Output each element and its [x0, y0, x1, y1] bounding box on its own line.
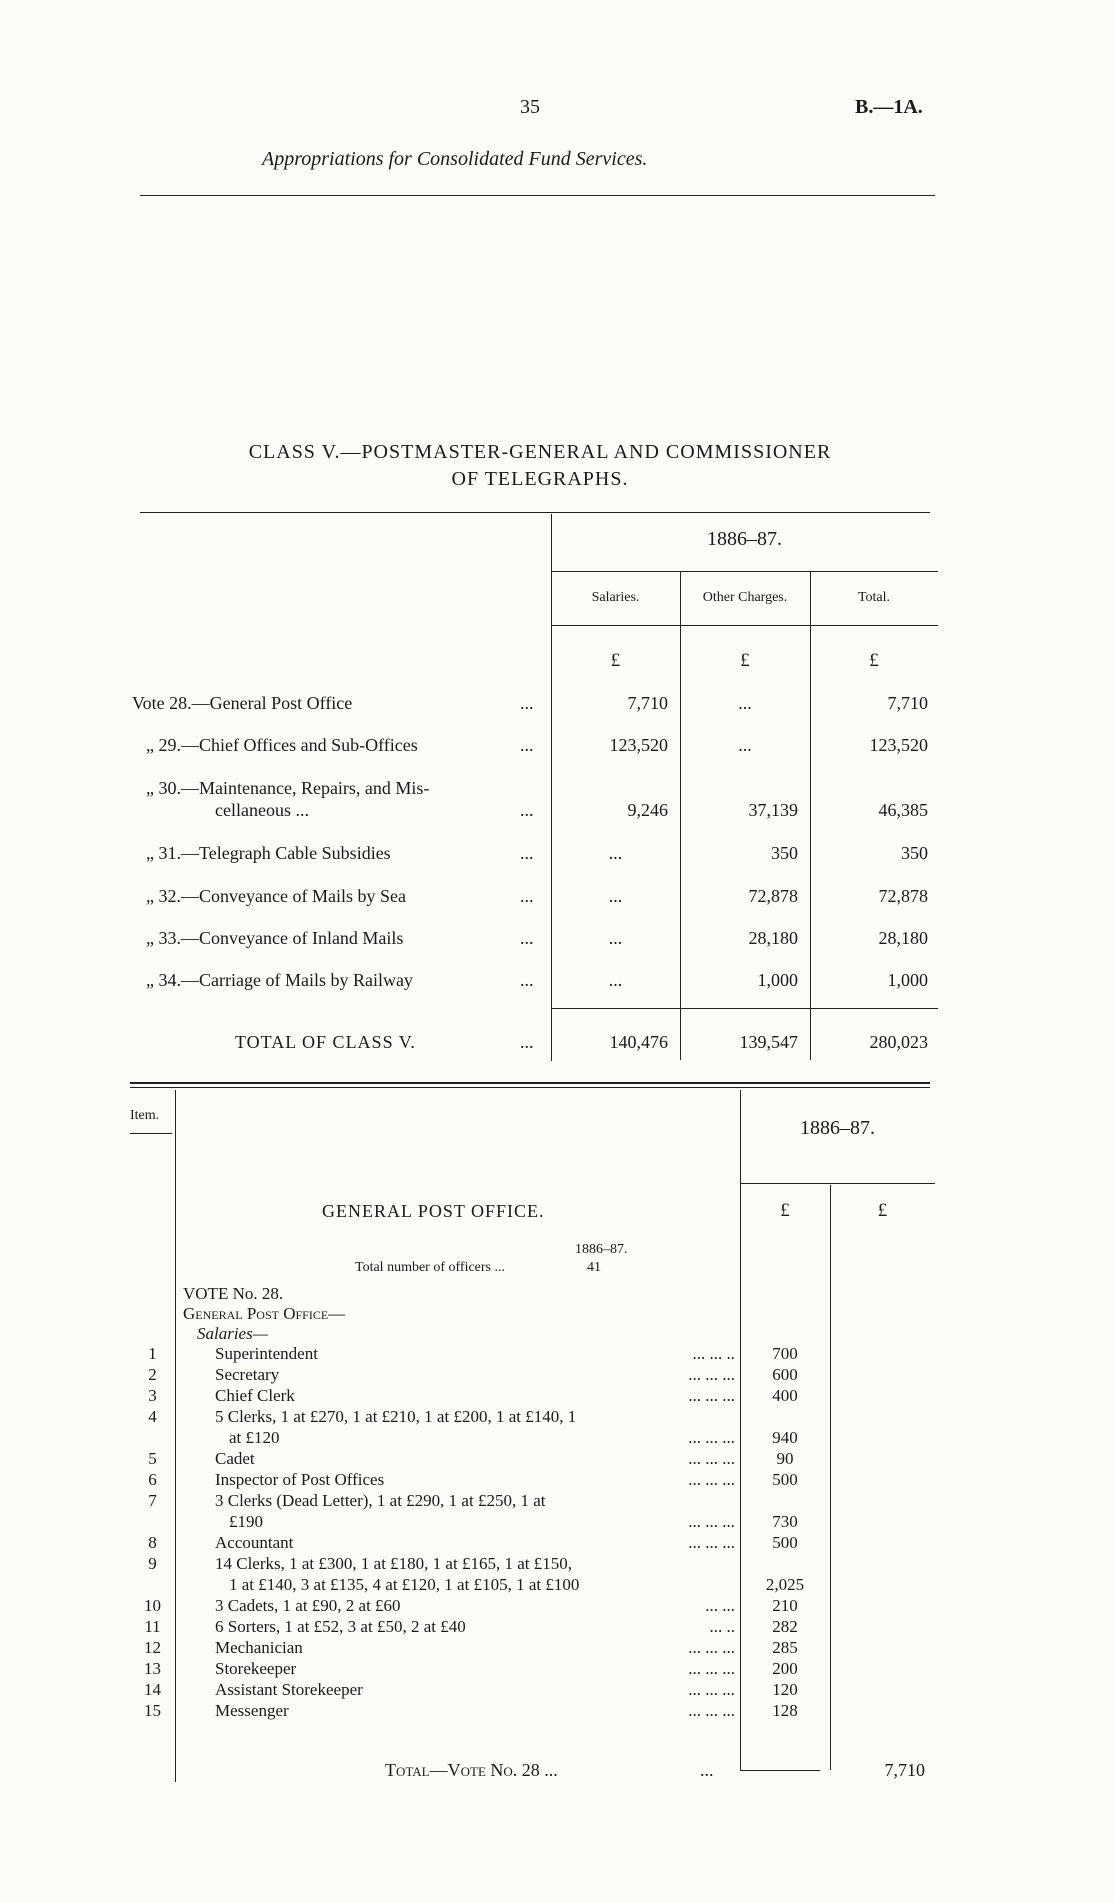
item-description: Storekeeper	[215, 1659, 297, 1678]
class-year-heading: 1886–87.	[707, 528, 782, 550]
vote-total-dots: ...	[700, 1760, 714, 1780]
class-year-rule	[551, 571, 938, 572]
vote-salaries: 9,246	[627, 800, 668, 820]
class-total-label: TOTAL OF CLASS V.	[235, 1032, 416, 1052]
item-number: 12	[144, 1638, 161, 1657]
gpo-amount-divider-mid	[830, 1185, 831, 1770]
vote-total: 72,878	[878, 886, 928, 906]
vote-total: 7,710	[887, 693, 928, 713]
class-total-other: 139,547	[739, 1032, 798, 1052]
item-dots: ... ... ...	[688, 1638, 735, 1657]
running-title: Appropriations for Consolidated Fund Services.	[262, 148, 648, 170]
vote-label: „ 34.—Carriage of Mails by Railway	[146, 970, 413, 990]
vote-dots: ...	[520, 693, 534, 713]
item-description: Mechanician	[215, 1638, 303, 1657]
gpo-top-rule-second	[130, 1087, 930, 1088]
currency-other: £	[740, 650, 750, 671]
item-dots: ... ... ...	[688, 1701, 735, 1720]
item-dots: ... ... ...	[688, 1512, 735, 1531]
item-column-header: Item.	[130, 1108, 160, 1123]
col-header-total: Total.	[857, 590, 891, 605]
class-title: CLASS V.—POSTMASTER-GENERAL AND COMMISSIONER	[248, 441, 832, 463]
vote-label: „ 30.—Maintenance, Repairs, and Mis-	[146, 778, 430, 798]
item-number: 13	[144, 1659, 161, 1678]
item-dots: ... ... ...	[688, 1680, 735, 1699]
class-total-dots: ...	[520, 1032, 534, 1052]
item-dots: ... ... ...	[688, 1386, 735, 1405]
officers-label: Total number of officers ...	[355, 1260, 505, 1275]
col-header-rule	[551, 625, 938, 626]
item-number: 1	[148, 1344, 157, 1363]
vote-other-charges: ...	[738, 693, 752, 713]
vote-total: 28,180	[878, 928, 928, 948]
item-amount: 400	[772, 1386, 798, 1405]
class-total-rule	[551, 1008, 938, 1009]
vote-total-amount: 7,710	[884, 1760, 925, 1780]
header-rule	[140, 195, 935, 196]
item-description: Chief Clerk	[215, 1386, 295, 1405]
item-number: 3	[148, 1386, 157, 1405]
item-number: 9	[148, 1554, 157, 1573]
item-description: 3 Cadets, 1 at £90, 2 at £60	[215, 1596, 401, 1615]
item-number: 4	[148, 1407, 157, 1426]
vote-total-label: Total—Vote No. 28 ...	[385, 1760, 558, 1780]
vote-dots: ...	[520, 843, 534, 863]
gpo-top-rule	[130, 1082, 930, 1084]
vote-salaries: 7,710	[627, 693, 668, 713]
vote-label: „ 31.—Telegraph Cable Subsidies	[146, 843, 391, 863]
item-number: 8	[148, 1533, 157, 1552]
col-header-salaries: Salaries.	[591, 590, 640, 605]
item-dots: ... ... ..	[692, 1344, 735, 1363]
vote-total: 1,000	[887, 970, 928, 990]
item-number: 5	[148, 1449, 157, 1468]
gpo-title: GENERAL POST OFFICE.	[322, 1201, 545, 1221]
item-description: 5 Clerks, 1 at £270, 1 at £210, 1 at £200, 1 at £140, 1	[215, 1407, 577, 1426]
item-amount: 600	[772, 1365, 798, 1384]
item-description: Cadet	[215, 1449, 255, 1468]
vote-total: 350	[901, 843, 928, 863]
item-amount: 200	[772, 1659, 798, 1678]
document-reference: B.—1A.	[855, 96, 923, 118]
class-total-total: 280,023	[869, 1032, 928, 1052]
vote-label: „ 33.—Conveyance of Inland Mails	[146, 928, 404, 948]
item-number: 7	[148, 1491, 157, 1510]
vote-dots: ...	[520, 928, 534, 948]
vote-salaries: ...	[608, 843, 623, 863]
officers-year: 1886–87.	[575, 1242, 628, 1257]
item-dots: ... ...	[705, 1596, 735, 1615]
item-header-rule	[130, 1133, 172, 1134]
item-description: Secretary	[215, 1365, 280, 1384]
item-amount: 730	[772, 1512, 798, 1531]
item-description: 3 Clerks (Dead Letter), 1 at £290, 1 at £250, 1 at	[215, 1491, 546, 1510]
vote-total: 123,520	[869, 735, 928, 755]
item-dots: ... ... ...	[688, 1533, 735, 1552]
item-number: 15	[144, 1701, 161, 1720]
vote-other-charges: ...	[738, 735, 752, 755]
item-amount: 500	[772, 1533, 798, 1552]
class-total-salaries: 140,476	[609, 1032, 668, 1052]
item-number: 11	[144, 1617, 161, 1636]
item-dots: ... ... ...	[688, 1449, 735, 1468]
class-title-continued: OF TELEGRAPHS.	[451, 468, 629, 490]
vote-total-rule	[740, 1770, 820, 1771]
item-description: Assistant Storekeeper	[215, 1680, 363, 1699]
item-number: 14	[144, 1680, 161, 1699]
salaries-heading: Salaries—	[197, 1324, 268, 1343]
item-description-continued: £190	[229, 1512, 263, 1531]
vote-salaries: 123,520	[609, 735, 668, 755]
class-table-top-rule	[140, 512, 930, 513]
item-dots: ... ..	[709, 1617, 735, 1636]
item-description-continued: 1 at £140, 3 at £135, 4 at £120, 1 at £105, 1 at £100	[229, 1575, 580, 1594]
vote-total: 46,385	[878, 800, 928, 820]
vote-other-charges: 350	[771, 843, 798, 863]
item-amount: 285	[772, 1638, 798, 1657]
page-number: 35	[520, 96, 540, 118]
item-description: 6 Sorters, 1 at £52, 3 at £50, 2 at £40	[215, 1617, 466, 1636]
item-amount: 210	[772, 1596, 798, 1615]
gpo-currency-items: £	[780, 1200, 790, 1221]
item-amount: 282	[772, 1617, 798, 1636]
vote-dots: ...	[520, 886, 534, 906]
currency-salaries: £	[610, 650, 621, 671]
vote-label-continued: cellaneous ...	[215, 800, 309, 820]
gpo-currency-total: £	[877, 1200, 888, 1221]
gpo-year-heading: 1886–87.	[800, 1117, 875, 1139]
item-description: Accountant	[215, 1533, 294, 1552]
col-header-other-charges: Other Charges.	[702, 590, 788, 605]
item-dots: ... ... ...	[688, 1428, 735, 1447]
gpo-year-rule	[740, 1183, 935, 1184]
item-amount: 128	[772, 1701, 798, 1720]
vote-other-charges: 37,139	[748, 800, 798, 820]
vote-dots: ...	[520, 970, 534, 990]
vote-other-charges: 1,000	[757, 970, 798, 990]
item-dots: ... ... ...	[688, 1365, 735, 1384]
item-amount: 90	[776, 1449, 794, 1468]
item-number: 6	[148, 1470, 157, 1489]
vote-salaries: ...	[608, 886, 623, 906]
vote-heading: VOTE No. 28.	[183, 1284, 284, 1303]
item-dots: ... ... ...	[688, 1659, 735, 1678]
vote-dots: ...	[520, 800, 534, 820]
gpo-sub-heading: General Post Office—	[183, 1304, 346, 1323]
vote-label: „ 32.—Conveyance of Mails by Sea	[146, 886, 406, 906]
item-amount: 2,025	[765, 1575, 805, 1594]
item-amount: 120	[772, 1680, 798, 1699]
vote-other-charges: 72,878	[748, 886, 798, 906]
officers-count: 41	[587, 1260, 601, 1275]
item-description: Messenger	[215, 1701, 289, 1720]
item-amount: 500	[772, 1470, 798, 1489]
item-amount: 940	[772, 1428, 798, 1447]
item-description: 14 Clerks, 1 at £300, 1 at £180, 1 at £165, 1 at £150,	[215, 1554, 572, 1573]
item-description: Inspector of Post Offices	[215, 1470, 385, 1489]
vote-other-charges: 28,180	[748, 928, 798, 948]
item-dots: ... ... ...	[688, 1470, 735, 1489]
item-amount: 700	[772, 1344, 798, 1363]
item-number: 2	[148, 1365, 157, 1384]
vote-salaries: ...	[608, 970, 623, 990]
item-description-continued: at £120	[229, 1428, 280, 1447]
item-description: Superintendent	[215, 1344, 318, 1363]
vote-dots: ...	[520, 735, 534, 755]
item-number: 10	[144, 1596, 161, 1615]
currency-total: £	[869, 650, 879, 671]
vote-salaries: ...	[608, 928, 623, 948]
vote-label: Vote 28.—General Post Office	[132, 693, 353, 713]
vote-label: „ 29.—Chief Offices and Sub-Offices	[146, 735, 418, 755]
item-column-divider	[175, 1090, 176, 1782]
